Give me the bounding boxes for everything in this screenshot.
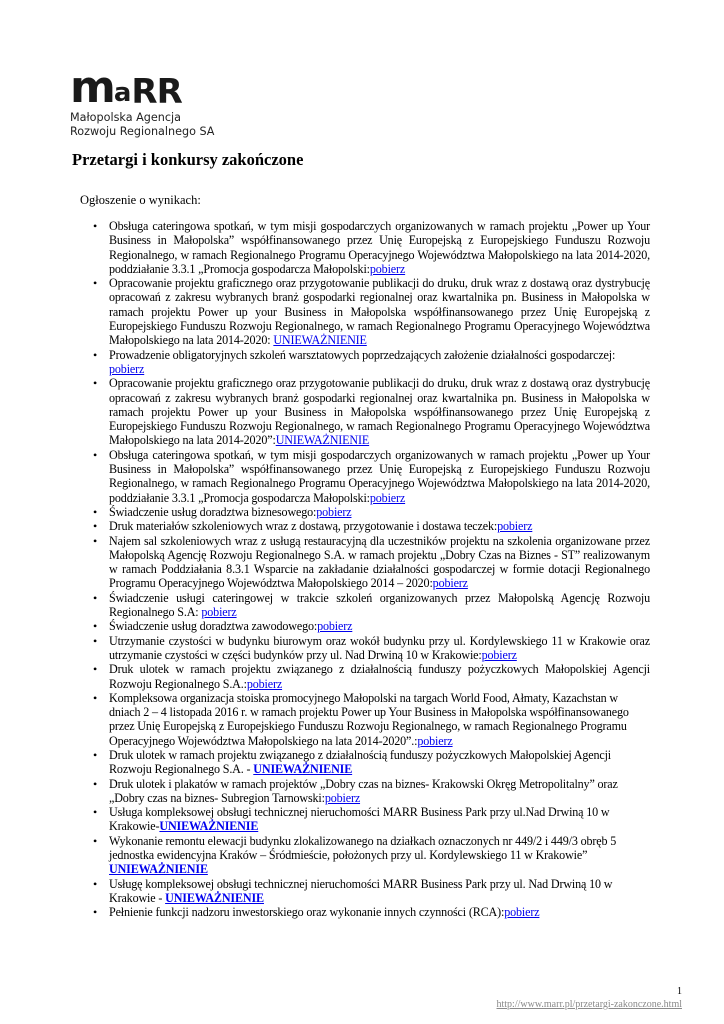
list-item <box>92 834 650 877</box>
item-text: Utrzymanie czystości w budynku biurowym oraz wokół budynku przy ul. Kordylewskiego 11 w Krakowie oraz utrzymanie czystości w części budynków przy ul. Nad Drwiną 10 w Krakowie: <box>109 633 650 662</box>
logo-line-1: Małopolska Agencja <box>70 111 181 124</box>
item-text: Prowadzenie obligatoryjnych szkoleń warsztatowych poprzedzających założenie działalności gospodarczej: <box>109 347 616 362</box>
download-link[interactable]: pobierz <box>369 261 406 276</box>
item-text: Kompleksowa organizacja stoiska promocyjnego Małopolski na targach World Food, Ałmaty, Kazachstan w dniach 2 – 4 listopada 2016 r. w ramach projektu Power up Your Business in Małopolska współfinansowanego przez Unię Europejską z Europejskiego Funduszu Rozwoju Regionalnego, w ramach Regionalnego Programu Operacyjnego Województwa Małopolskiego na lata 2014-2020”.: <box>109 690 629 748</box>
page-title: Przetargi i konkursy zakończone <box>72 150 304 169</box>
list-item <box>92 634 650 663</box>
logo-letter-a: a <box>113 78 132 108</box>
logo-wordmark <box>70 62 210 113</box>
list-item <box>92 348 650 377</box>
list-item <box>92 748 650 777</box>
download-link[interactable]: pobierz <box>246 676 283 691</box>
download-link[interactable]: pobierz <box>109 361 145 376</box>
item-text: Pełnienie funkcji nadzoru inwestorskiego oraz wykonanie innych czynności (RCA): <box>109 905 505 920</box>
item-text: Druk ulotek w ramach projektu związanego z działalnością funduszy pożyczkowych Małopolskiej Agencji Rozwoju Regionalnego S.A.: <box>109 662 650 691</box>
cancellation-link[interactable]: UNIEWAŻNIENIE <box>109 862 208 877</box>
intro-text: Ogłoszenie o wynikach: <box>80 193 201 207</box>
cancellation-link[interactable]: UNIEWAŻNIENIE <box>253 762 353 777</box>
list-item <box>92 619 650 633</box>
list-item <box>92 805 650 834</box>
cancellation-link[interactable]: UNIEWAŻNIENIE <box>165 890 264 905</box>
download-link[interactable]: pobierz <box>201 605 237 620</box>
list-item <box>92 534 650 591</box>
item-text: Najem sal szkoleniowych wraz z usługą restauracyjną dla uczestników projektu na szkolenia organizowane przez Małopolską Agencję Rozwoju Regionalnego S.A. w ramach projektu „Dobry Czas na Biznes - ST” realizowanym w ramach Poddziałania 8.3.1 Wsparcie na zakładanie działalności gospodarczej w formie dotacji Regionalnego Programu Operacyjnego Województwa Małopolskiego 2014 – 2020: <box>109 533 650 591</box>
logo-letters-rr: RR <box>131 72 182 112</box>
download-link[interactable]: pobierz <box>316 504 352 519</box>
list-item <box>92 905 650 919</box>
item-text: Obsługa cateringowa spotkań, w tym misji gospodarczych organizowanych w ramach projektu „Power up Your Business in Małopolska” współfinansowanego przez Unię Europejską z Europejskiego Funduszu Rozwoju Regionalnego, w ramach Regionalnego Programu Operacyjnego Województwa Małopolskiego na lata 2014-2020, poddziałanie 3.3.1 „Promocja gospodarcza Małopolski: <box>109 219 650 276</box>
item-text: Usługę kompleksowej obsługi technicznej nieruchomości MARR Business Park przy ul. Nad Drwiną 10 w Krakowie - <box>109 876 613 905</box>
list-item <box>92 276 650 347</box>
list-item <box>92 691 650 748</box>
download-link[interactable]: pobierz <box>324 790 361 805</box>
download-link[interactable]: pobierz <box>369 490 406 505</box>
download-link[interactable]: pobierz <box>432 576 468 591</box>
download-link[interactable]: pobierz <box>417 733 453 748</box>
item-text: Opracowanie projektu graficznego oraz przygotowanie publikacji do druku, druk wraz z dostawą oraz dystrybucję opracowań z zakresu wybranych branż gospodarki regionalnej oraz kwartalnika pn. Business in Małopolska w ramach projektu Power up your Business in Małopolska współfinansowanego przez Unię Europejską z Europejskiego Funduszu Rozwoju Regionalnego, w ramach Regionalnego Programu Operacyjnego Województwa Małopolskiego na lata 2014-2020: <box>109 276 650 348</box>
item-text: Druk materiałów szkoleniowych wraz z dostawą, przygotowanie i dostawa teczek: <box>109 519 498 534</box>
cancellation-link[interactable]: UNIEWAŻNIENIE <box>275 433 370 448</box>
logo-line-2: Rozwoju Regionalnego SA <box>70 125 215 138</box>
list-item <box>92 519 650 533</box>
download-link[interactable]: pobierz <box>317 619 353 634</box>
item-text: Druk ulotek i plakatów w ramach projektów „Dobry czas na biznes- Krakowski Okręg Metropolitalny” oraz „Dobry czas na biznes- Subregion Tarnowski: <box>109 776 618 805</box>
footer-url[interactable]: http://www.marr.pl/przetargi-zakonczone.html <box>496 999 682 1010</box>
list-item <box>92 877 650 906</box>
list-item <box>92 591 650 620</box>
cancellation-link[interactable]: UNIEWAŻNIENIE <box>273 333 367 348</box>
item-text: Wykonanie remontu elewacji budynku zlokalizowanego na działkach oznaczonych nr 449/2 i 449/3 obręb 5 jednostka ewidencyjna Kraków – Śródmieście, położonych przy ul. Kordylewskiego 11 w Krakowie” <box>109 833 617 863</box>
marr-logo <box>70 62 215 138</box>
download-link[interactable]: pobierz <box>497 519 533 534</box>
list-item <box>92 376 650 447</box>
cancellation-link[interactable]: UNIEWAŻNIENIE <box>159 819 259 834</box>
list-item <box>92 505 650 519</box>
list-item <box>92 448 650 505</box>
item-text: Świadczenie usługi cateringowej w trakcie szkoleń organizowanych przez Małopolską Agencję Rozwoju Regionalnego S.A: <box>109 590 650 620</box>
download-link[interactable]: pobierz <box>504 905 540 920</box>
item-text: Obsługa cateringowa spotkań, w tym misji gospodarczych organizowanych w ramach projektu „Power up Your Business in Małopolska” współfinansowanego przez Unię Europejską z Europejskiego Funduszu Rozwoju Regionalnego, w ramach Regionalnego Programu Operacyjnego Województwa Małopolskiego na lata 2014-2020, poddziałanie 3.3.1 „Promocja gospodarcza Małopolski: <box>109 447 650 505</box>
list-item <box>92 662 650 691</box>
tender-results-list <box>92 219 650 920</box>
item-text: Świadczenie usług doradztwa zawodowego: <box>109 619 318 634</box>
item-text: Usługa kompleksowej obsługi technicznej nieruchomości MARR Business Park przy ul.Nad Drwiną 10 w Krakowie- <box>109 805 610 834</box>
item-text: Świadczenie usług doradztwa biznesowego: <box>109 504 317 519</box>
list-item <box>92 219 650 276</box>
logo-letter-m: m <box>70 62 114 113</box>
page-number: 1 <box>677 986 682 997</box>
item-text: Druk ulotek w ramach projektu związanego z działalnością funduszy pożyczkowych Małopolskiej Agencji Rozwoju Regionalnego S.A. - <box>109 747 611 777</box>
download-link[interactable]: pobierz <box>481 647 517 662</box>
list-item <box>92 777 650 806</box>
item-text: Opracowanie projektu graficznego oraz przygotowanie publikacji do druku, druk wraz z dostawą oraz dystrybucję opracowań z zakresu wybranych branż gospodarki regionalnej oraz kwartalnika pn. Business in Małopolska w ramach projektu Power up your Business in Małopolska współfinansowanego przez Unię Europejską z Europejskiego Funduszu Rozwoju Regionalnego, w ramach Regionalnego Programu Operacyjnego Województwa Małopolskiego na lata 2014-2020”: <box>109 376 650 448</box>
